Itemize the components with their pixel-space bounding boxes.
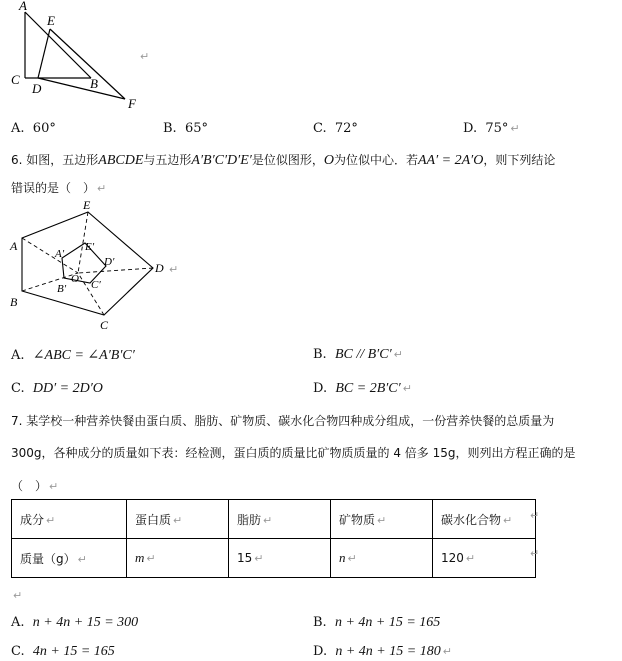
q5-option-a[interactable]: A. 60° xyxy=(11,121,56,136)
label-B-prime: B′ xyxy=(57,283,67,295)
label-B: B xyxy=(10,295,18,309)
label-O: O xyxy=(71,273,79,285)
label-D: D xyxy=(32,81,42,96)
triangle-figure xyxy=(0,0,160,112)
label-A-prime: A′ xyxy=(55,248,65,260)
table-cell: 矿物质 ↵ xyxy=(331,500,433,539)
q5-option-d[interactable]: D. 75° ↵ xyxy=(463,121,520,136)
table-cell: 15 ↵ xyxy=(229,539,331,578)
label-C: C xyxy=(100,318,109,332)
option-expr: BC = 2B′C′ xyxy=(335,381,401,396)
table-cell: 120 ↵ xyxy=(433,539,536,578)
label-E: E xyxy=(47,13,55,28)
q7-option-a[interactable]: A. n + 4n + 15 = 300 xyxy=(11,615,139,630)
table-cell: 质量（g） ↵ xyxy=(12,539,127,578)
pentagon-figure xyxy=(0,198,185,333)
label-D: D xyxy=(155,261,164,275)
label-D-prime: D′ xyxy=(104,256,115,268)
option-expr: 4n + 15 = 165 xyxy=(32,644,115,659)
q6-option-a[interactable]: A. ∠ABC = ∠A′B′C′ xyxy=(11,348,135,363)
option-expr: n + 4n + 15 = 300 xyxy=(32,615,139,630)
paragraph-mark: ↵ xyxy=(140,50,150,63)
label-E-prime: E′ xyxy=(85,241,95,253)
paragraph-mark: ↵ xyxy=(530,509,540,522)
q6-option-b[interactable]: B. BC // B′C′ ↵ xyxy=(313,347,403,362)
q5-option-b[interactable]: B. 65° xyxy=(163,121,208,136)
table-cell: 碳水化合物 ↵ xyxy=(433,500,536,539)
q6-option-c[interactable]: C. DD′ = 2D′O xyxy=(11,381,103,396)
q7-option-d[interactable]: D. n + 4n + 15 = 180 ↵ xyxy=(313,644,452,659)
q6-option-d[interactable]: D. BC = 2B′C′ ↵ xyxy=(313,381,412,396)
paragraph-mark: ↵ xyxy=(13,589,23,602)
paragraph-mark: ↵ xyxy=(530,547,540,560)
option-expr: ∠ABC = ∠A′B′C′ xyxy=(32,348,135,363)
table-cell: n ↵ xyxy=(331,539,433,578)
q7-stem-line2: 300g，各种成分的质量如下表：经检测，蛋白质的质量比矿物质质量的 4 倍多 15g，则列出方程正确的是 xyxy=(11,446,576,460)
label-A: A xyxy=(19,0,27,13)
q6-stem-line1: 6. 如图，五边形ABCDE与五边形A′B′C′D′E′是位似图形，O为位似中心．若AA′ = 2A′O，则下列结论 xyxy=(11,153,556,168)
option-value: 60° xyxy=(32,121,56,136)
option-expr: DD′ = 2D′O xyxy=(32,381,103,396)
option-value: 65° xyxy=(184,121,208,136)
table-row xyxy=(12,500,536,539)
paragraph-mark: ↵ xyxy=(169,263,179,276)
q7-stem-line1: 7. 某学校一种营养快餐由蛋白质、脂肪、矿物质、碳水化合物四种成分组成，一份营养快餐的总质量为 xyxy=(11,414,555,428)
table-cell: 成分 ↵ xyxy=(12,500,127,539)
label-F: F xyxy=(128,96,136,111)
q7-stem-line3: （ ） ↵ xyxy=(11,479,59,493)
label-C: C xyxy=(11,72,20,87)
q5-option-c[interactable]: C. 72° xyxy=(313,121,358,136)
q7-option-b[interactable]: B. n + 4n + 15 = 165 xyxy=(313,615,441,630)
label-A: A xyxy=(10,239,18,253)
option-value: 72° xyxy=(334,121,358,136)
option-value: 75° xyxy=(485,121,509,136)
q6-stem-line2: 错误的是（ ） ↵ xyxy=(11,181,107,195)
label-E: E xyxy=(83,198,91,212)
label-C-prime: C′ xyxy=(91,279,101,291)
q7-option-c[interactable]: C. 4n + 15 = 165 xyxy=(11,644,115,659)
table-cell: 蛋白质 ↵ xyxy=(127,500,229,539)
table-row xyxy=(12,539,536,578)
table-cell: 脂肪 ↵ xyxy=(229,500,331,539)
option-expr: BC // B′C′ xyxy=(334,347,392,362)
nutrition-table xyxy=(11,499,536,578)
table-cell: m ↵ xyxy=(127,539,229,578)
option-expr: n + 4n + 15 = 165 xyxy=(334,615,441,630)
option-expr: n + 4n + 15 = 180 xyxy=(335,644,441,659)
label-B: B xyxy=(90,76,98,91)
